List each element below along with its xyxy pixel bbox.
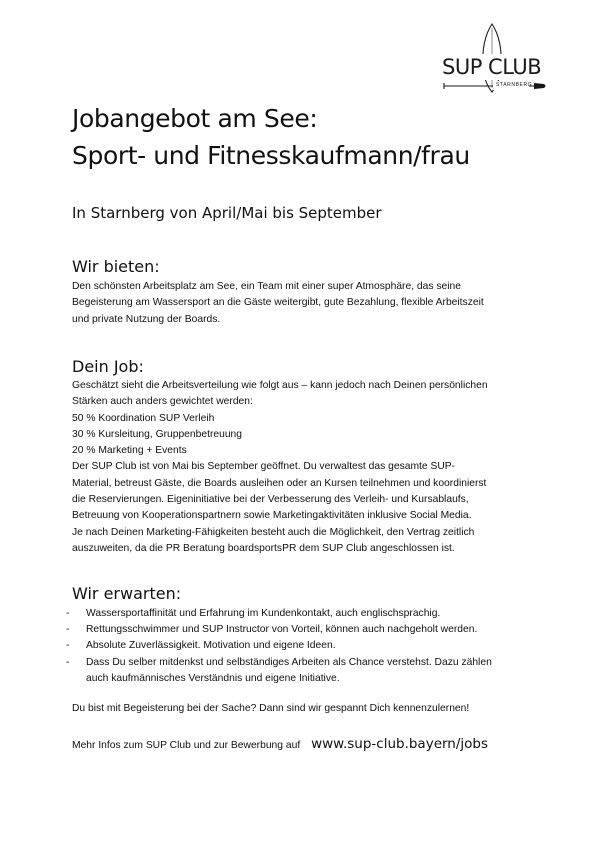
job-line: 50 % Koordination SUP Verleih — [72, 412, 215, 424]
job-heading: Dein Job: — [72, 357, 144, 376]
list-item-text: Wassersportaffinität und Erfahrung im Kundenkontakt, auch englischsprachig. — [86, 608, 441, 619]
list-item-text: Rettungsschwimmer und SUP Instructor von Vorteil, können auch nachgeholt werden. — [86, 624, 478, 636]
job-line: Material, betreust Gäste, die Boards ausleihen oder an Kursen teilnehmen und koordinierst — [72, 477, 487, 489]
offer-heading: Wir bieten: — [72, 257, 160, 276]
offer-text — [72, 279, 542, 328]
bullet-dash: - — [66, 608, 70, 619]
job-text — [72, 378, 542, 557]
job-line: Je nach Deinen Marketing-Fähigkeiten besteht auch die Möglichkeit, den Vertrag zeitlich — [72, 526, 475, 538]
offer-line: Begeisterung am Wassersport an die Gäste weitergibt, gute Bezahlung, flexible Arbeitszeit — [72, 297, 484, 309]
job-line: Betreuung von Kooperationspartnern sowie Marketingaktivitäten inklusive Social Media. — [72, 510, 472, 522]
bullet-dash: - — [66, 640, 70, 652]
list-item — [66, 638, 546, 654]
offer-line: und private Nutzung der Boards. — [72, 313, 221, 325]
jobs-url-link[interactable]: www.sup-club.bayern/jobs — [311, 736, 489, 752]
closing-text: Du bist mit Begeisterung bei der Sache? Dann sind wir gespannt Dich kennenzulernen! — [72, 703, 470, 714]
list-item — [66, 606, 546, 622]
list-item — [66, 622, 546, 638]
job-line: Geschätzt sieht die Arbeitsverteilung wie folgt aus – kann jedoch nach Deinen persönlichen — [72, 380, 488, 391]
expect-list — [66, 606, 546, 687]
job-line: Stärken auch anders gewichtet werden: — [72, 396, 253, 408]
title-line-2: Sport- und Fitnesskaufmann/frau — [72, 141, 470, 170]
title-line-1: Jobangebot am See: — [72, 104, 318, 133]
more-info-line — [72, 736, 488, 752]
job-line: Der SUP Club ist von Mai bis September geöffnet. Du verwaltest das gesamte SUP- — [72, 461, 456, 473]
bullet-dash: - — [66, 624, 70, 636]
sup-club-logo — [438, 22, 550, 94]
job-line: 20 % Marketing + Events — [72, 445, 187, 457]
page-title — [72, 100, 470, 174]
job-line: die Reservierungen. Eigeninitiative bei der Verbesserung des Verleih- und Kursablaufs, — [72, 494, 469, 506]
list-item-text: Dass Du selber mitdenkst und selbständiges Arbeiten als Chance verstehst. Dazu zählen — [86, 656, 492, 668]
list-item-text: Absolute Zuverlässigkeit. Motivation und eigene Ideen. — [86, 640, 336, 652]
offer-line: Den schönsten Arbeitsplatz am See, ein Team mit einer super Atmosphäre, das seine — [72, 281, 462, 292]
logo-brand-text: SUP CLUB — [442, 55, 542, 79]
page-subtitle: In Starnberg von April/Mai bis September — [72, 204, 382, 222]
job-line: 30 % Kursleitung, Gruppenbetreuung — [72, 428, 243, 440]
more-info-label: Mehr Infos zum SUP Club und zur Bewerbung auf — [72, 740, 301, 751]
bullet-dash: - — [66, 656, 70, 668]
list-item-continuation: auch kaufmännisches Verständnis und eigene Initiative. — [86, 672, 340, 684]
job-line: auszuweiten, da die PR Beratung boardsportsPR dem SUP Club angeschlossen ist. — [72, 542, 455, 554]
expect-heading: Wir erwarten: — [72, 584, 182, 603]
list-item — [66, 655, 546, 687]
logo-location-text: STARNBERG — [496, 82, 533, 88]
